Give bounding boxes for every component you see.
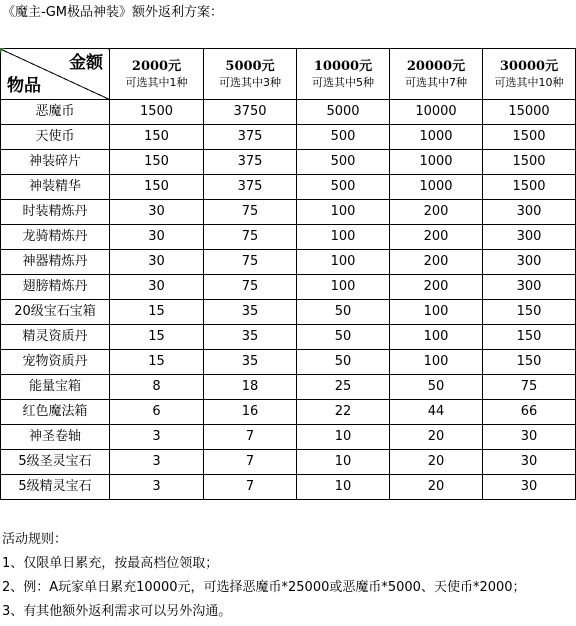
- table-row: [1, 325, 576, 350]
- value-cell: 150: [110, 150, 204, 175]
- table-row: [1, 250, 576, 275]
- value-cell: 150: [110, 125, 204, 150]
- tier-note: 可选其中7种: [405, 75, 467, 89]
- item-name-cell: 精灵资质丹: [1, 325, 110, 350]
- value-cell: 30: [110, 200, 204, 225]
- value-cell: 75: [204, 200, 297, 225]
- tier-header: [297, 49, 390, 100]
- value-cell: 10: [297, 425, 390, 450]
- value-cell: 500: [297, 125, 390, 150]
- tier-note: 可选其中10种: [494, 75, 564, 89]
- value-cell: 15: [110, 300, 204, 325]
- tier-note: 可选其中5种: [312, 75, 374, 89]
- item-name-cell: 恶魔币: [1, 100, 110, 125]
- value-cell: 44: [390, 400, 483, 425]
- value-cell: 1500: [483, 125, 576, 150]
- value-cell: 1500: [483, 150, 576, 175]
- item-name-cell: 神圣卷轴: [1, 425, 110, 450]
- value-cell: 100: [390, 350, 483, 375]
- value-cell: 18: [204, 375, 297, 400]
- value-cell: 30: [110, 250, 204, 275]
- value-cell: 75: [204, 275, 297, 300]
- rule-item: 1、仅限单日累充，按最高档位领取；: [2, 556, 219, 571]
- value-cell: 3: [110, 450, 204, 475]
- item-name-cell: 5级圣灵宝石: [1, 450, 110, 475]
- value-cell: 15: [110, 350, 204, 375]
- table-row: [1, 300, 576, 325]
- item-name-cell: 神装精华: [1, 175, 110, 200]
- value-cell: 30: [483, 450, 576, 475]
- value-cell: 30: [110, 225, 204, 250]
- value-cell: 3: [110, 475, 204, 500]
- value-cell: 20: [390, 450, 483, 475]
- value-cell: 10: [297, 475, 390, 500]
- header-item-label: 物品: [7, 76, 41, 96]
- value-cell: 6: [110, 400, 204, 425]
- value-cell: 150: [110, 175, 204, 200]
- table-row: [1, 350, 576, 375]
- value-cell: 50: [297, 325, 390, 350]
- value-cell: 30: [110, 275, 204, 300]
- item-name-cell: 能量宝箱: [1, 375, 110, 400]
- rule-item: 2、例：A玩家单日累充10000元，可选择恶魔币*25000或恶魔币*5000、天使币*2000；: [2, 580, 526, 595]
- value-cell: 10: [297, 450, 390, 475]
- value-cell: 30: [483, 425, 576, 450]
- value-cell: 50: [390, 375, 483, 400]
- value-cell: 150: [483, 350, 576, 375]
- header-diagonal-cell: [1, 49, 110, 100]
- header-amount-label: 金额: [69, 53, 103, 73]
- value-cell: 1000: [390, 150, 483, 175]
- item-name-cell: 神装碎片: [1, 150, 110, 175]
- value-cell: 50: [297, 350, 390, 375]
- table-row: [1, 400, 576, 425]
- value-cell: 100: [297, 200, 390, 225]
- value-cell: 100: [297, 250, 390, 275]
- value-cell: 200: [390, 225, 483, 250]
- table-row: [1, 125, 576, 150]
- value-cell: 7: [204, 475, 297, 500]
- rules-section: [2, 528, 526, 624]
- value-cell: 10000: [390, 100, 483, 125]
- item-name-cell: 神器精炼丹: [1, 250, 110, 275]
- tier-header: [390, 49, 483, 100]
- value-cell: 25: [297, 375, 390, 400]
- value-cell: 1000: [390, 125, 483, 150]
- table-row: [1, 100, 576, 125]
- value-cell: 35: [204, 350, 297, 375]
- tier-amount: 30000元: [499, 58, 559, 74]
- value-cell: 200: [390, 275, 483, 300]
- value-cell: 375: [204, 150, 297, 175]
- value-cell: 15000: [483, 100, 576, 125]
- table-row: [1, 425, 576, 450]
- value-cell: 75: [483, 375, 576, 400]
- value-cell: 300: [483, 200, 576, 225]
- rule-item: 3、有其他额外返利需求可以另外沟通。: [2, 604, 232, 619]
- value-cell: 100: [297, 225, 390, 250]
- value-cell: 200: [390, 200, 483, 225]
- item-name-cell: 时装精炼丹: [1, 200, 110, 225]
- value-cell: 100: [297, 275, 390, 300]
- corner-marker: [0, 48, 5, 53]
- value-cell: 375: [204, 175, 297, 200]
- tier-header: [204, 49, 297, 100]
- item-name-cell: 天使币: [1, 125, 110, 150]
- table-row: [1, 450, 576, 475]
- tier-amount: 20000元: [406, 58, 466, 74]
- value-cell: 300: [483, 275, 576, 300]
- value-cell: 66: [483, 400, 576, 425]
- value-cell: 75: [204, 225, 297, 250]
- tier-amount: 5000元: [225, 58, 275, 74]
- tier-header: [483, 49, 576, 100]
- value-cell: 500: [297, 150, 390, 175]
- item-name-cell: 龙骑精炼丹: [1, 225, 110, 250]
- value-cell: 500: [297, 175, 390, 200]
- item-name-cell: 20级宝石宝箱: [1, 300, 110, 325]
- value-cell: 50: [297, 300, 390, 325]
- value-cell: 15: [110, 325, 204, 350]
- table-body: [1, 100, 576, 500]
- value-cell: 300: [483, 250, 576, 275]
- table-row: [1, 225, 576, 250]
- value-cell: 375: [204, 125, 297, 150]
- value-cell: 7: [204, 450, 297, 475]
- value-cell: 100: [390, 300, 483, 325]
- tier-amount: 10000元: [313, 58, 373, 74]
- value-cell: 8: [110, 375, 204, 400]
- item-name-cell: 宠物资质丹: [1, 350, 110, 375]
- value-cell: 75: [204, 250, 297, 275]
- value-cell: 16: [204, 400, 297, 425]
- table-row: [1, 275, 576, 300]
- value-cell: 1000: [390, 175, 483, 200]
- item-name-cell: 红色魔法箱: [1, 400, 110, 425]
- tier-amount: 2000元: [131, 58, 182, 74]
- value-cell: 150: [483, 325, 576, 350]
- table-row: [1, 475, 576, 500]
- page-title: 《魔主-GM极品神装》额外返利方案：: [2, 5, 223, 20]
- value-cell: 35: [204, 300, 297, 325]
- rules-heading: 活动规则：: [2, 532, 68, 547]
- tier-note: 可选其中1种: [125, 75, 188, 89]
- value-cell: 150: [483, 300, 576, 325]
- table-row: [1, 200, 576, 225]
- value-cell: 3: [110, 425, 204, 450]
- value-cell: 35: [204, 325, 297, 350]
- item-name-cell: 5级精灵宝石: [1, 475, 110, 500]
- table-row: [1, 175, 576, 200]
- table-header-row: [1, 49, 576, 100]
- value-cell: 3750: [204, 100, 297, 125]
- table-row: [1, 150, 576, 175]
- value-cell: 30: [483, 475, 576, 500]
- value-cell: 200: [390, 250, 483, 275]
- value-cell: 20: [390, 425, 483, 450]
- rebate-table: [0, 48, 576, 500]
- value-cell: 300: [483, 225, 576, 250]
- value-cell: 1500: [483, 175, 576, 200]
- value-cell: 1500: [110, 100, 204, 125]
- tier-header: [110, 49, 204, 100]
- table-row: [1, 375, 576, 400]
- item-name-cell: 翅膀精炼丹: [1, 275, 110, 300]
- value-cell: 22: [297, 400, 390, 425]
- value-cell: 7: [204, 425, 297, 450]
- value-cell: 5000: [297, 100, 390, 125]
- tier-note: 可选其中3种: [219, 75, 281, 89]
- value-cell: 100: [390, 325, 483, 350]
- value-cell: 20: [390, 475, 483, 500]
